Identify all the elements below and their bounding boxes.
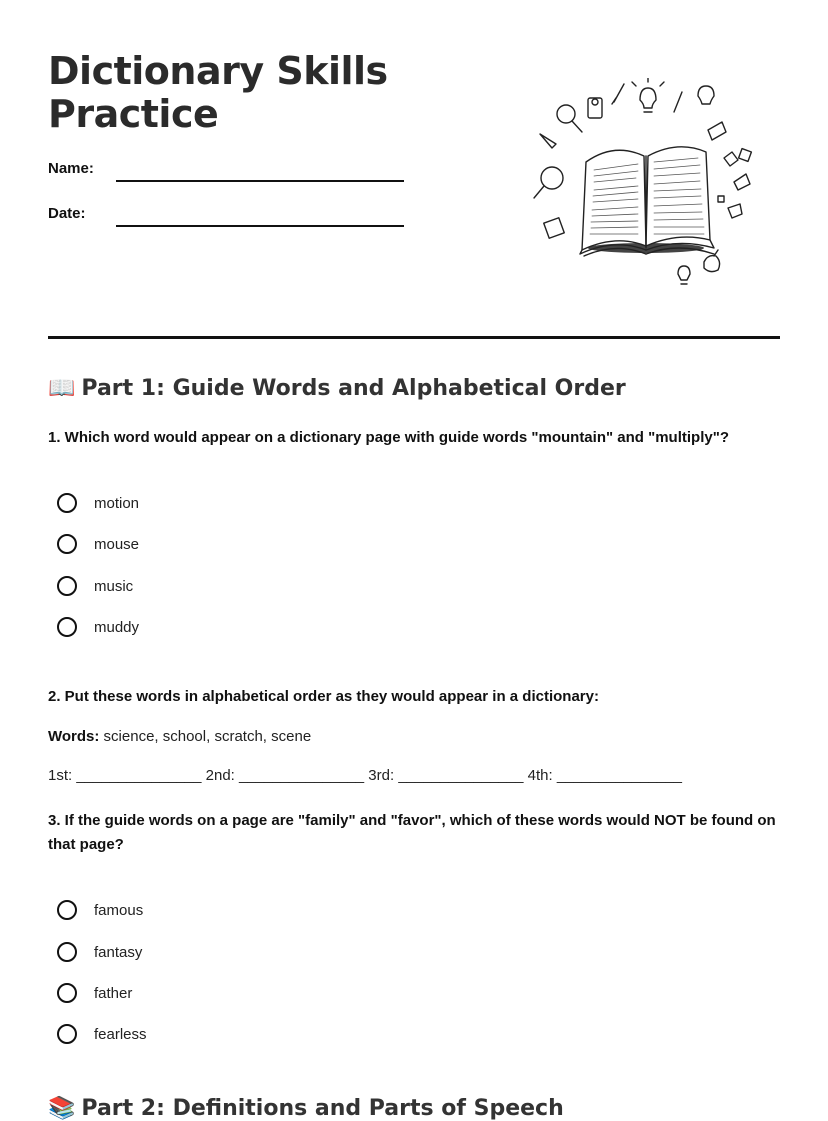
- option-label: motion: [94, 494, 140, 512]
- date-label: Date:: [48, 205, 86, 222]
- stacked-books-icon: 📚: [48, 1096, 76, 1121]
- q1-option-music[interactable]: [57, 573, 133, 599]
- header-divider: [48, 336, 780, 339]
- option-label: fantasy: [94, 943, 143, 961]
- radio-circle-icon[interactable]: [57, 534, 77, 554]
- q1-option-motion[interactable]: [57, 490, 139, 516]
- q3-option-father[interactable]: [57, 980, 132, 1006]
- q2-words-label: Words:: [48, 728, 100, 745]
- title-line-1: Dictionary Skills: [48, 49, 388, 93]
- q2-words-list: science, school, scratch, scene: [99, 728, 312, 745]
- question-2: 2. Put these words in alphabetical order as they would appear in a dictionary:: [48, 688, 599, 705]
- name-field[interactable]: [116, 180, 404, 182]
- q3-option-famous[interactable]: [57, 897, 143, 923]
- option-label: father: [94, 984, 133, 1002]
- question-1: 1. Which word would appear on a dictionary page with guide words "mountain" and "multiply"?: [48, 429, 729, 446]
- date-field[interactable]: [116, 225, 404, 227]
- radio-circle-icon[interactable]: [57, 900, 77, 920]
- radio-circle-icon[interactable]: [57, 617, 77, 637]
- option-label: music: [94, 577, 134, 595]
- question-3: 3. If the guide words on a page are "family" and "favor", which of these words would NOT be found on that page?: [48, 812, 776, 853]
- name-label: Name:: [48, 160, 94, 177]
- part2-heading-text: Part 2: Definitions and Parts of Speech: [81, 1096, 564, 1121]
- q1-option-muddy[interactable]: [57, 614, 139, 640]
- part1-heading: [48, 376, 626, 401]
- title-line-2: Practice: [48, 92, 219, 136]
- q2-words: [48, 728, 311, 745]
- option-label: mouse: [94, 535, 140, 553]
- q2-answer-blanks[interactable]: 1st: _______________ 2nd: _______________ 3rd: _______________ 4th: _______________: [48, 767, 682, 784]
- worksheet-title: [48, 50, 388, 136]
- book-illustration-icon: [528, 78, 764, 294]
- q1-option-mouse[interactable]: [57, 531, 139, 557]
- radio-circle-icon[interactable]: [57, 1024, 77, 1044]
- option-label: famous: [94, 901, 144, 919]
- radio-circle-icon[interactable]: [57, 576, 77, 596]
- q3-option-fearless[interactable]: [57, 1021, 147, 1047]
- part2-heading: [48, 1096, 564, 1121]
- option-label: muddy: [94, 618, 140, 636]
- open-book-icon: 📖: [48, 376, 76, 401]
- part1-heading-text: Part 1: Guide Words and Alphabetical Order: [81, 376, 626, 401]
- radio-circle-icon[interactable]: [57, 942, 77, 962]
- option-label: fearless: [94, 1025, 147, 1043]
- q3-option-fantasy[interactable]: [57, 939, 142, 965]
- radio-circle-icon[interactable]: [57, 493, 77, 513]
- radio-circle-icon[interactable]: [57, 983, 77, 1003]
